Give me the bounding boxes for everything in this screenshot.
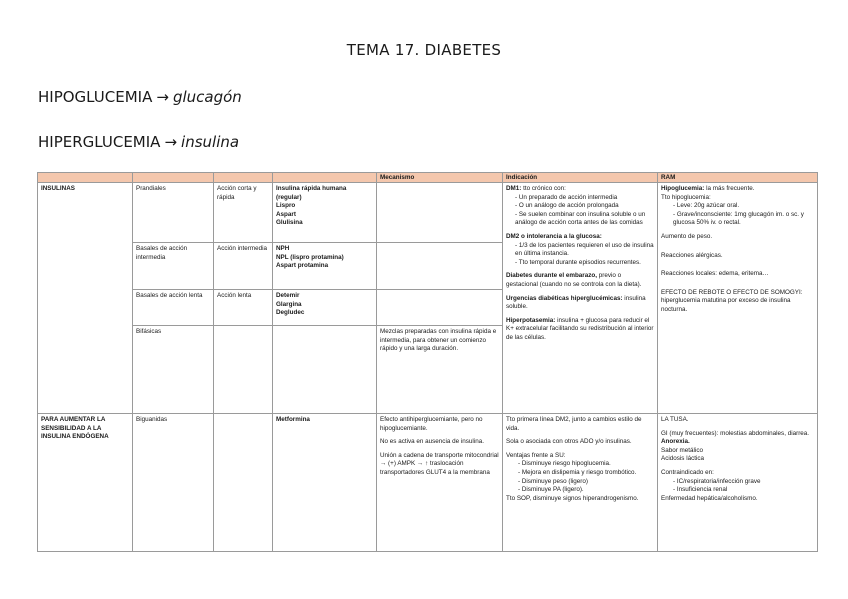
drug-action xyxy=(214,414,273,552)
insulin-action xyxy=(214,326,273,414)
indicacion-p1: Tto primera línea DM2, junto a cambios estilo de vida. xyxy=(506,416,642,432)
ram-contra: Contraindicado en: xyxy=(661,468,714,476)
list-item: - Tto temporal durante episodios recurrentes. xyxy=(515,259,654,268)
mecanismo-cell xyxy=(377,183,503,243)
dm2-title: DM2 o intolerancia a la glucosa: xyxy=(506,232,602,240)
arrow-right-icon: → xyxy=(164,133,178,151)
ram-hepatica: Enfermedad hepática/alcoholismo. xyxy=(661,494,758,502)
list-item: - IC/respiratoria/infección grave xyxy=(673,478,814,487)
hipoglucemia-text: la más frecuente. xyxy=(704,185,755,192)
gi-text: molestias abdominales, diarrea. xyxy=(718,429,810,437)
drug-type: Biguanidas xyxy=(133,414,214,552)
indicacion-p2: Sola o asociada con otros ADO y/o insulinas. xyxy=(506,438,632,446)
metformina-ram xyxy=(658,414,818,552)
insulin-ram xyxy=(658,183,818,414)
drug-name: Aspart xyxy=(276,210,296,218)
insulin-type: Basales de acción lenta xyxy=(133,290,214,326)
urgencias-title: Urgencias diabéticas hiperglucémicas: xyxy=(506,294,623,302)
list-item: - O un análogo de acción prolongada xyxy=(515,202,654,211)
ram-alergicas: Reacciones alérgicas. xyxy=(661,251,723,259)
embarazo-text: previo o gestacional (cuando no se controla con la dieta). xyxy=(506,272,642,288)
drug-name: Metformina xyxy=(273,414,377,552)
drug-name: Glulisina xyxy=(276,219,303,227)
insulin-type: Bifásicas xyxy=(133,326,214,414)
diabetes-drug-table xyxy=(37,172,818,552)
header-cell xyxy=(214,173,273,183)
group-insulinas: INSULINAS xyxy=(38,183,133,414)
mecanismo-p2: No es activa en ausencia de insulina. xyxy=(380,438,484,446)
hipoglucemia-title: Hipoglucemia: xyxy=(661,185,705,192)
embarazo-title: Diabetes durante el embarazo, xyxy=(506,272,597,280)
ram-anorexia: Anorexia. xyxy=(661,438,690,446)
urgencias-text: insulina soluble. xyxy=(506,294,646,311)
ram-tusa: LA TUSA. xyxy=(661,416,689,423)
page-title: TEMA 17. DIABETES xyxy=(346,41,502,59)
header-cell xyxy=(38,173,133,183)
list-item: - Un preparado de acción intermedia xyxy=(515,194,654,203)
mecanismo-cell xyxy=(377,290,503,326)
header-cell xyxy=(273,173,377,183)
metformina-mecanismo xyxy=(377,414,503,552)
insulin-action: Acción lenta xyxy=(214,290,273,326)
drug-name: Glargina xyxy=(276,300,302,308)
insulin-drugs xyxy=(273,183,377,243)
hiperpotasemia-text: insulina + glucosa para reducir el K+ extracelular facilitando su redistribución al interior de las células. xyxy=(506,316,654,341)
group-sensibilidad: PARA AUMENTAR LA SENSIBILIDAD A LA INSULINA ENDÓGENA xyxy=(38,414,133,552)
ram-sabor: Sabor metálico xyxy=(661,446,703,454)
mecanismo-cell xyxy=(377,243,503,290)
list-item: - Insuficiencia renal xyxy=(673,486,814,495)
mecanismo-p1: Efecto antihiperglucemiante, pero no hipoglucemiante. xyxy=(380,416,483,432)
ventajas-list xyxy=(506,460,654,494)
drug-name: Degludec xyxy=(276,309,305,317)
table-row xyxy=(38,183,818,243)
heading-hiperglucemia xyxy=(38,133,239,151)
dm2-list xyxy=(506,242,654,268)
list-item: - Se suelen combinar con insulina soluble o un análogo de acción corta antes de las comidas xyxy=(515,211,654,228)
header-cell xyxy=(133,173,214,183)
ram-acidosis: Acidosis láctica xyxy=(661,455,705,463)
contra-list xyxy=(661,478,814,495)
list-item: - 1/3 de los pacientes requieren el uso de insulina en última instancia. xyxy=(515,242,654,259)
list-item: - Disminuye peso (ligero) xyxy=(518,478,654,487)
arrow-right-icon: → xyxy=(156,88,169,106)
insulin-drugs xyxy=(273,326,377,414)
hiperpotasemia-title: Hiperpotasemia: xyxy=(506,316,556,324)
insulin-drugs xyxy=(273,290,377,326)
header-ram: RAM xyxy=(658,173,818,183)
tto-line: Tto hipoglucemia: xyxy=(661,193,711,201)
indicacion-p4: Tto SOP, disminuye signos hiperandrogenismo. xyxy=(506,494,639,502)
list-item: - Disminuye riesgo hipoglucemia. xyxy=(518,460,654,469)
indicacion-p3: Ventajas frente a SU: xyxy=(506,451,566,459)
heading-hipoglucemia xyxy=(38,88,242,106)
header-mecanismo: Mecanismo xyxy=(377,173,503,183)
drug-name: Lispro xyxy=(276,202,296,210)
dm1-text: tto crónico con: xyxy=(521,185,566,192)
list-item: - Leve: 20g azúcar oral. xyxy=(673,202,814,211)
mecanismo-p3: Unión a cadena de transporte mitocondrial → (+) AMPK → ↑ traslocación transportadores GLUT4 a la membrana xyxy=(380,451,499,476)
insulin-indicacion xyxy=(503,183,658,414)
ram-locales: Reacciones locales: edema, eritema… xyxy=(661,270,769,278)
dm1-title: DM1: xyxy=(506,185,522,192)
drug-name: Insulina rápida humana (regular) xyxy=(276,185,347,201)
insulin-type: Prandiales xyxy=(133,183,214,243)
list-item: - Disminuye PA (ligero). xyxy=(518,486,654,495)
dm1-list xyxy=(506,194,654,228)
insulin-drugs xyxy=(273,243,377,290)
ram-rebote: EFECTO DE REBOTE O EFECTO DE SOMOGYI: hiperglucemia matutina por exceso de insulina nocturna. xyxy=(661,288,803,313)
insulin-action: Acción intermedia xyxy=(214,243,273,290)
list-item: - Grave/inconsciente: 1mg glucagón im. o sc. y glucosa 50% iv. o rectal. xyxy=(673,211,814,228)
heading-hiper-treatment: insulina xyxy=(181,133,240,151)
drug-name: NPH xyxy=(276,245,290,252)
drug-name: Aspart protamina xyxy=(276,262,329,270)
mecanismo-bifasicas: Mezclas preparadas con insulina rápida e intermedia, para obtener un comienzo rápido y una larga duración. xyxy=(377,326,503,414)
table-row xyxy=(38,414,818,552)
list-item: - Mejora en dislipemia y riesgo trombótico. xyxy=(518,469,654,478)
heading-hipo-label: HIPOGLUCEMIA xyxy=(38,88,153,106)
tto-list xyxy=(661,202,814,228)
table-header-row xyxy=(38,173,818,183)
drug-name: Detemir xyxy=(276,292,300,299)
insulin-type: Basales de acción intermedia xyxy=(133,243,214,290)
metformina-indicacion xyxy=(503,414,658,552)
insulin-action: Acción corta y rápida xyxy=(214,183,273,243)
heading-hiper-label: HIPERGLUCEMIA xyxy=(38,133,161,151)
gi-title: GI (muy frecuentes): xyxy=(661,429,719,437)
ram-peso: Aumento de peso. xyxy=(661,232,713,240)
drug-name: NPL (lispro protamina) xyxy=(276,253,344,261)
heading-hipo-treatment: glucagón xyxy=(172,88,242,106)
header-indicacion: Indicación xyxy=(503,173,658,183)
